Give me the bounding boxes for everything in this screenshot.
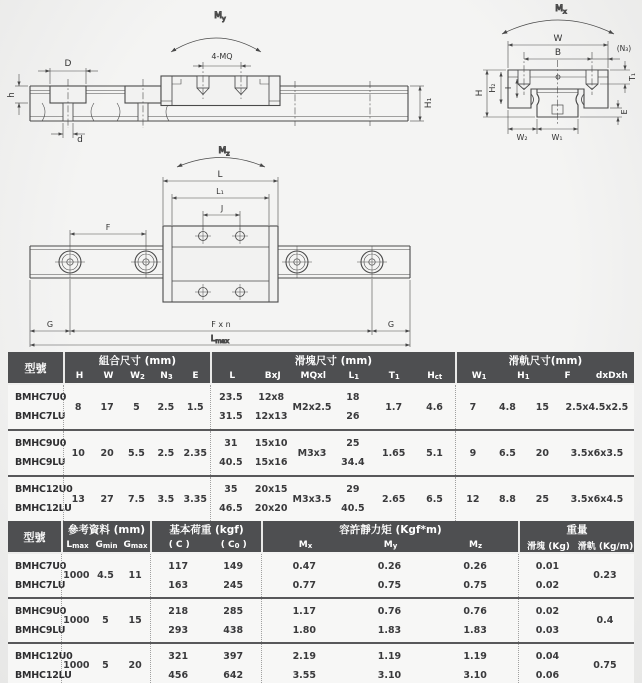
cell-L: 35 46.5	[210, 477, 251, 521]
dim-label-N3: (N₃)	[616, 44, 632, 53]
cell-W1: 7	[455, 385, 490, 429]
cell-W: 17	[100, 401, 114, 413]
top-view-drawing	[20, 143, 422, 351]
table-row	[8, 642, 634, 683]
cell-Mx: 0.47 0.77	[261, 554, 347, 597]
cell-BxJ: 12x8 12x13	[254, 392, 288, 422]
load-table-body	[8, 554, 634, 683]
dim-label-Lmax: $L_{max}$	[210, 334, 230, 345]
col-C: ( C )	[168, 540, 190, 550]
cell-My: 0.76 1.83	[377, 605, 402, 636]
cell-Mz: 0.26 0.75	[463, 560, 487, 591]
cell-T1: 1.65	[381, 447, 406, 459]
dim-label-W2: W₂	[516, 133, 528, 142]
cell-L1: 29 40.5	[341, 484, 365, 514]
cell-My: 1.19 3.10	[377, 650, 402, 681]
dim-label-h: h	[7, 92, 17, 98]
dim-label-G-right: G	[387, 320, 395, 329]
model-cell: BMHC7U0 BMHC7LU	[15, 392, 67, 422]
cell-W2: 5.5	[128, 447, 145, 459]
cell-F: 15	[535, 401, 550, 413]
cell-N3: 2.5	[157, 447, 175, 459]
cell-Mz: 1.19 3.10	[463, 650, 487, 681]
cell-dxDxh: 3.5x6x3.5	[570, 447, 624, 459]
model-cell: BMHC12U0 BMHC12LU	[15, 650, 73, 681]
cell-rail-weight: 0.23	[593, 570, 617, 581]
col-dxDxh: dxDxh	[595, 371, 628, 381]
model-cell: BMHC9U0 BMHC9LU	[15, 438, 67, 468]
cell-C0: 149 245	[223, 560, 244, 591]
dimensions-table-body	[8, 385, 634, 524]
col-H: H	[75, 371, 84, 381]
model-column-header: 型號	[8, 352, 63, 383]
col-BxJ: BxJ	[264, 371, 281, 381]
reference-data-group: 參考資料 (mm) $L_{max}$ $G_{min}$ $G_{max}$	[61, 521, 150, 552]
dim-label-L: L	[217, 170, 223, 180]
dim-label-mz: $M_z$	[218, 146, 230, 158]
table-row	[8, 385, 634, 429]
dim-label-G-left: G	[46, 320, 54, 329]
cell-C0: 397 642	[223, 650, 244, 681]
cell-N3: 2.5	[157, 401, 175, 413]
cell-Mx: 2.19 3.55	[261, 644, 347, 683]
table-row	[8, 597, 634, 642]
cell-block-weight: 0.01 0.02	[518, 554, 576, 597]
col-Mx: $M_x$	[298, 540, 313, 550]
dim-label-F: F	[105, 223, 111, 232]
basic-load-group: 基本荷重 (kgf) ( C ) ( $C_0$ )	[150, 521, 261, 552]
weight-group: 重量 滑塊 (Kg) 滑軌 (Kg/m)	[518, 521, 634, 552]
cell-MQxl: M2x2.5	[292, 401, 332, 413]
dim-label-4mq: 4-MQ	[211, 52, 233, 61]
cell-dxDxh: 3.5x6x4.5	[570, 493, 624, 505]
cell-Gmin: 5	[102, 660, 109, 671]
cell-W: 27	[100, 493, 114, 505]
col-Gmax: $G_{max}$	[123, 540, 148, 550]
model-cell: BMHC12U0 BMHC12LU	[15, 484, 73, 514]
cell-rail-weight: 0.4	[596, 615, 614, 626]
cell-C: 321 456	[150, 644, 206, 683]
cell-L1: 18 26	[346, 392, 360, 422]
col-Mz: $M_z$	[468, 540, 483, 550]
block-size-group: 滑塊尺寸 (mm) L BxJ MQxl $L_1$ $T_1$ $H_{ct}$	[210, 352, 455, 383]
dim-label-E: E	[620, 109, 629, 115]
rail-size-group: 滑軌尺寸(mm) $W_1$ $H_1$ F dxDxh	[455, 352, 634, 383]
col-L1: $L_1$	[348, 371, 360, 381]
table-row	[8, 554, 634, 597]
table-row	[8, 475, 634, 521]
dimensions-table	[8, 352, 634, 524]
cell-dxDxh: 2.5x4.5x2.5	[565, 401, 629, 413]
cell-T1: 2.65	[381, 493, 406, 505]
cell-Gmin: 4.5	[97, 570, 114, 581]
load-table-header	[8, 521, 634, 552]
cell-L: 23.5 31.5	[210, 385, 251, 429]
dim-label-L1: L₁	[216, 187, 224, 196]
col-H1: $H_1$	[517, 371, 530, 381]
cell-Lmax: 1000	[61, 644, 91, 683]
block-side-outline	[161, 62, 280, 106]
cell-W1: 12	[455, 477, 490, 521]
cell-W2: 7.5	[128, 493, 145, 505]
cell-H: 10	[63, 431, 92, 475]
block-cross-outline	[508, 52, 608, 108]
cell-F: 25	[535, 493, 550, 505]
cell-Hct: 4.6	[426, 401, 443, 413]
col-W2: $W_2$	[130, 371, 145, 381]
cell-C: 218 293	[150, 599, 206, 642]
cell-W1: 9	[455, 431, 490, 475]
cell-E: 2.35	[183, 447, 207, 459]
cell-T1: 1.7	[385, 401, 403, 413]
cell-My: 0.26 0.75	[377, 560, 402, 591]
load-ratings-table	[8, 521, 634, 683]
cell-E: 1.5	[186, 401, 204, 413]
dim-label-H1: H₁	[424, 97, 434, 109]
cell-Gmax: 11	[128, 570, 142, 581]
model-column-header: 型號	[8, 521, 61, 552]
col-My: $M_y$	[383, 540, 398, 550]
cell-L: 31 40.5	[210, 431, 251, 475]
cell-Lmax: 1000	[61, 554, 91, 597]
col-C0: ( $C_0$ )	[220, 540, 247, 550]
dim-label-Fxn: F x n	[211, 320, 231, 329]
cell-MQxl: M3x3	[297, 447, 327, 459]
col-L: L	[229, 371, 236, 381]
dim-label-W1: W₁	[551, 133, 563, 142]
block-top-outline	[163, 226, 278, 302]
cell-F: 20	[535, 447, 550, 459]
cell-H: 13	[63, 477, 92, 521]
cell-L1: 25 34.4	[341, 438, 365, 468]
col-rail-weight: 滑軌 (Kg/m)	[577, 541, 634, 552]
col-E: E	[192, 371, 199, 381]
dimensions-table-header	[8, 352, 634, 383]
cell-N3: 3.5	[157, 493, 175, 505]
dim-label-J: J	[220, 204, 224, 213]
cell-Gmax: 20	[128, 660, 142, 671]
cell-Hct: 6.5	[426, 493, 443, 505]
model-cell: BMHC9U0 BMHC9LU	[15, 605, 67, 636]
col-block-weight: 滑塊 (Kg)	[527, 541, 570, 552]
dim-label-B: B	[554, 48, 562, 58]
cell-C: 117 163	[150, 554, 206, 597]
col-W1: $W_1$	[471, 371, 487, 381]
cell-BxJ: 15x10 15x16	[254, 438, 288, 468]
cell-BxJ: 20x15 20x20	[254, 484, 288, 514]
static-moment-group: 容許靜力矩 (Kgf*m) $M_x$ $M_y$ $M_z$	[261, 521, 518, 552]
cell-Gmax: 15	[128, 615, 142, 626]
col-MQxl: MQxl	[300, 371, 326, 381]
dim-label-H2: H₂	[488, 83, 497, 93]
dim-label-mx: $M_x$	[555, 4, 567, 16]
col-Gmin: $G_{min}$	[95, 540, 118, 550]
dim-label-H: H	[475, 89, 485, 97]
dim-label-T1: T₁	[628, 72, 637, 82]
cross-section-drawing	[477, 0, 642, 142]
cell-block-weight: 0.04 0.06	[518, 644, 576, 683]
dim-label-W: W	[553, 34, 563, 44]
cell-Hct: 5.1	[426, 447, 443, 459]
col-Lmax: $L_{max}$	[66, 540, 89, 550]
cell-H: 8	[63, 385, 92, 429]
dim-label-my: $M_y$	[214, 11, 226, 23]
cell-H1: 6.5	[499, 447, 516, 459]
cell-rail-weight: 0.75	[593, 660, 617, 671]
dim-label-d: d	[77, 135, 83, 145]
col-W: W	[103, 371, 114, 381]
col-Hct: $H_{ct}$	[427, 371, 443, 381]
col-F: F	[564, 371, 571, 381]
dim-label-D: D	[64, 59, 72, 69]
cell-Lmax: 1000	[61, 599, 91, 642]
cell-E: 3.35	[183, 493, 207, 505]
cell-C0: 285 438	[223, 605, 244, 636]
cell-Mx: 1.17 1.80	[261, 599, 347, 642]
cell-W2: 5	[133, 401, 140, 413]
cell-block-weight: 0.02 0.03	[518, 599, 576, 642]
table-row	[8, 429, 634, 475]
cell-Gmin: 5	[102, 615, 109, 626]
cell-H1: 8.8	[499, 493, 516, 505]
col-N3: $N_3$	[160, 371, 173, 381]
col-T1: $T_1$	[388, 371, 400, 381]
assembly-size-group: 組合尺寸 (mm) H W $W_2$ $N_3$ E	[63, 352, 210, 383]
side-view-drawing	[7, 6, 440, 145]
cell-H1: 4.8	[499, 401, 516, 413]
cell-W: 20	[100, 447, 114, 459]
cell-Mz: 0.76 1.83	[463, 605, 487, 636]
dim-label-I: I	[504, 86, 513, 90]
model-cell: BMHC7U0 BMHC7LU	[15, 560, 67, 591]
cell-MQxl: M3x3.5	[292, 493, 332, 505]
